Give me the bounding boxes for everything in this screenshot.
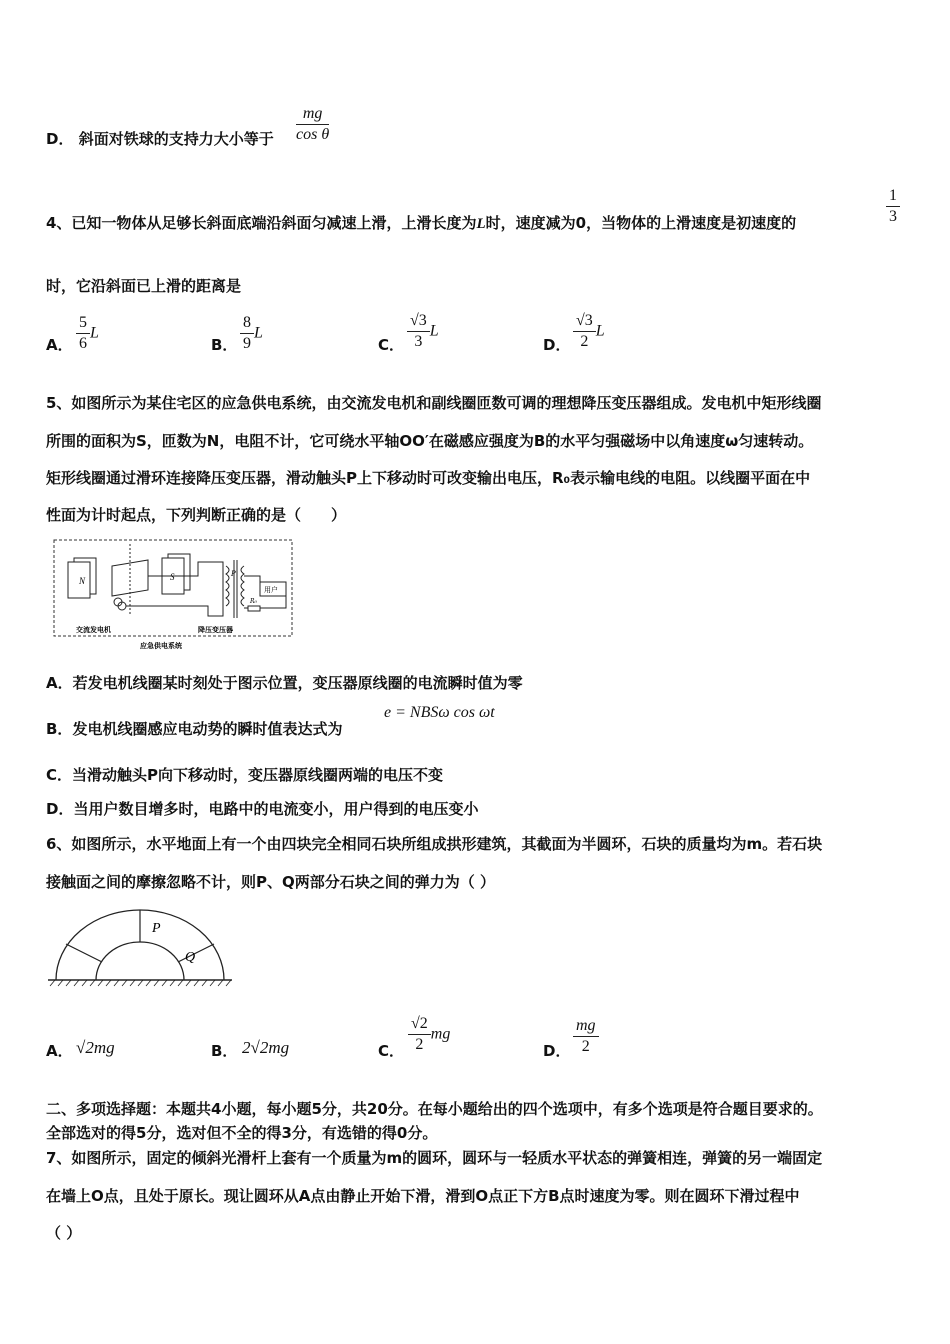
q4-option-d-value <box>573 311 605 352</box>
q5-option-d <box>46 798 478 819</box>
q4-option-d <box>543 334 570 355</box>
q4-option-c-value <box>407 311 439 352</box>
q4-option-a <box>46 334 73 355</box>
q5-stem-line3: 矩形线圈通过滑环连接降压变压器，滑动触头P上下移动时可改变输出电压，R₀表示输电线的电阻。以线圈平面在中 <box>46 469 811 487</box>
q4-stem-line2: 时，它沿斜面已上滑的距离是 <box>46 277 242 295</box>
q5-option-b <box>46 718 342 739</box>
q5-option-c <box>46 764 443 785</box>
option-label: B． <box>211 1042 238 1060</box>
q3-option-d-fraction <box>296 104 329 145</box>
fraction-numerator: √3 <box>573 311 596 332</box>
fraction-numerator: mg <box>573 1016 599 1037</box>
option-label: D． <box>46 800 74 818</box>
fraction-denominator: 6 <box>79 335 87 352</box>
option-suffix: L <box>429 322 439 340</box>
option-text: 发电机线圈感应电动势的瞬时值表达式为 <box>72 720 343 738</box>
label-generator: 交流发电机 <box>76 626 111 634</box>
label-p: P <box>231 570 236 578</box>
q4-stem-text-b: 时，速度减为0，当物体的上滑速度是初速度的 <box>485 214 797 232</box>
primary-coil <box>226 566 229 606</box>
fraction-denominator: 3 <box>414 333 423 350</box>
option-label: A． <box>46 336 73 354</box>
fraction-denominator: 3 <box>889 208 897 225</box>
option-label: D． <box>543 1042 571 1060</box>
q7-stem-line3: （ ） <box>46 1224 82 1242</box>
q3-option-d-text: 斜面对铁球的支持力大小等于 <box>78 130 274 148</box>
option-label: B． <box>46 720 73 738</box>
q6-option-c <box>378 1040 404 1061</box>
option-suffix: L <box>595 322 605 340</box>
resistor-r0 <box>248 606 260 611</box>
q5-circuit-figure <box>48 536 300 652</box>
q4-option-c <box>378 334 404 355</box>
q6-option-a-value: √2mg <box>76 1038 115 1057</box>
option-label: A． <box>46 674 73 692</box>
fraction-numerator: 1 <box>886 186 900 207</box>
q4-option-a-value <box>76 313 99 354</box>
option-text: 若发电机线圈某时刻处于图示位置，变压器原线圈的电流瞬时值为零 <box>72 674 523 692</box>
q5-stem-line2: 所围的面积为S，匝数为N，电阻不计，它可绕水平轴OO′在磁感应强度为B的水平匀强磁场中以角速度ω匀速转动。 <box>46 432 814 450</box>
fraction-numerator: 8 <box>240 313 254 334</box>
label-n: N <box>79 576 86 586</box>
q7-stem-line2: 在墙上O点，且处于原长。现让圆环从A点由静止开始下滑，滑到O点正下方B点时速度为零。则在圆环下滑过程中 <box>46 1187 800 1205</box>
fraction-denominator: 2 <box>580 333 589 350</box>
option-suffix: L <box>254 324 263 342</box>
q5-option-a <box>46 672 523 693</box>
option-label: D． <box>543 336 571 354</box>
label-p: P <box>152 921 161 936</box>
secondary-coil <box>241 566 244 606</box>
label-transformer: 降压变压器 <box>198 626 233 634</box>
section2-heading-line1: 二、多项选择题：本题共4小题，每小题5分，共20分。在每小题给出的四个选项中，有多个选项是符合题目要求的。 <box>46 1100 823 1118</box>
q6-stem-line1: 6、如图所示，水平地面上有一个由四块完全相同石块所组成拱形建筑，其截面为半圆环，石块的质量均为m。若石块 <box>46 835 823 853</box>
q6-stem-line2: 接触面之间的摩擦忽略不计，则P、Q两部分石块之间的弹力为（ ） <box>46 873 495 891</box>
q6-option-b <box>211 1040 237 1061</box>
q4-stem-text-a: 4、已知一物体从足够长斜面底端沿斜面匀减速上滑，上滑长度为 <box>46 214 477 232</box>
option-text: 当滑动触头P向下移动时，变压器原线圈两端的电压不变 <box>72 766 444 784</box>
label-s: S <box>170 572 175 582</box>
fraction-numerator: mg <box>296 104 329 125</box>
fraction-denominator: cos θ <box>296 126 330 143</box>
q6-option-b-value: 2√2mg <box>242 1038 290 1057</box>
q6-option-a <box>46 1040 73 1061</box>
option-text: 当用户数目增多时，电路中的电流变小，用户得到的电压变小 <box>73 800 479 818</box>
label-user: 用户 <box>264 586 278 594</box>
label-r0: R₀ <box>250 598 257 605</box>
q6-arch-figure <box>44 906 236 992</box>
option-suffix: mg <box>430 1025 451 1043</box>
option-label: A． <box>46 1042 73 1060</box>
inner-arc <box>96 942 184 980</box>
fraction-denominator: 2 <box>581 1038 590 1055</box>
figure-caption: 应急供电系统 <box>140 642 182 650</box>
fraction-denominator: 9 <box>243 335 251 352</box>
q7-stem-line1: 7、如图所示，固定的倾斜光滑杆上套有一个质量为m的圆环，圆环与一轻质水平状态的弹簧相连，弹簧的另一端固定 <box>46 1149 823 1167</box>
q5-option-b-formula: e = NBSω cos ωt <box>384 704 495 721</box>
q4-stem-line1 <box>46 212 796 233</box>
q4-option-b <box>211 334 237 355</box>
option-label: C． <box>378 1042 405 1060</box>
option-suffix: L <box>90 324 99 342</box>
fraction-numerator: √3 <box>407 311 430 332</box>
q6-option-d <box>543 1040 570 1061</box>
label-q: Q <box>185 950 196 965</box>
q3-option-d-label: D． <box>46 130 74 148</box>
section2-heading-line2: 全部选对的得5分，选对但不全的得3分，有选错的得0分。 <box>46 1124 438 1142</box>
option-label: B． <box>211 336 238 354</box>
ground-hatching <box>50 980 231 986</box>
option-label: C． <box>378 336 405 354</box>
option-label: C． <box>46 766 73 784</box>
q5-stem-line1: 5、如图所示为某住宅区的应急供电系统，由交流发电机和副线圈匝数可调的理想降压变压器组成。发电机中矩形线圈 <box>46 394 822 412</box>
q3-option-d <box>46 128 274 149</box>
fraction-numerator: 5 <box>76 313 90 334</box>
q4-option-b-value <box>240 313 263 354</box>
fraction-denominator: 2 <box>415 1036 424 1053</box>
q4-stem-fraction <box>886 186 900 227</box>
q6-option-d-value <box>573 1016 599 1057</box>
q4-stem-var: L <box>476 216 486 232</box>
q5-stem-line4: 性面为计时起点，下列判断正确的是（ ） <box>46 506 347 524</box>
fraction-numerator: √2 <box>408 1014 431 1035</box>
q6-option-c-value <box>408 1014 450 1055</box>
